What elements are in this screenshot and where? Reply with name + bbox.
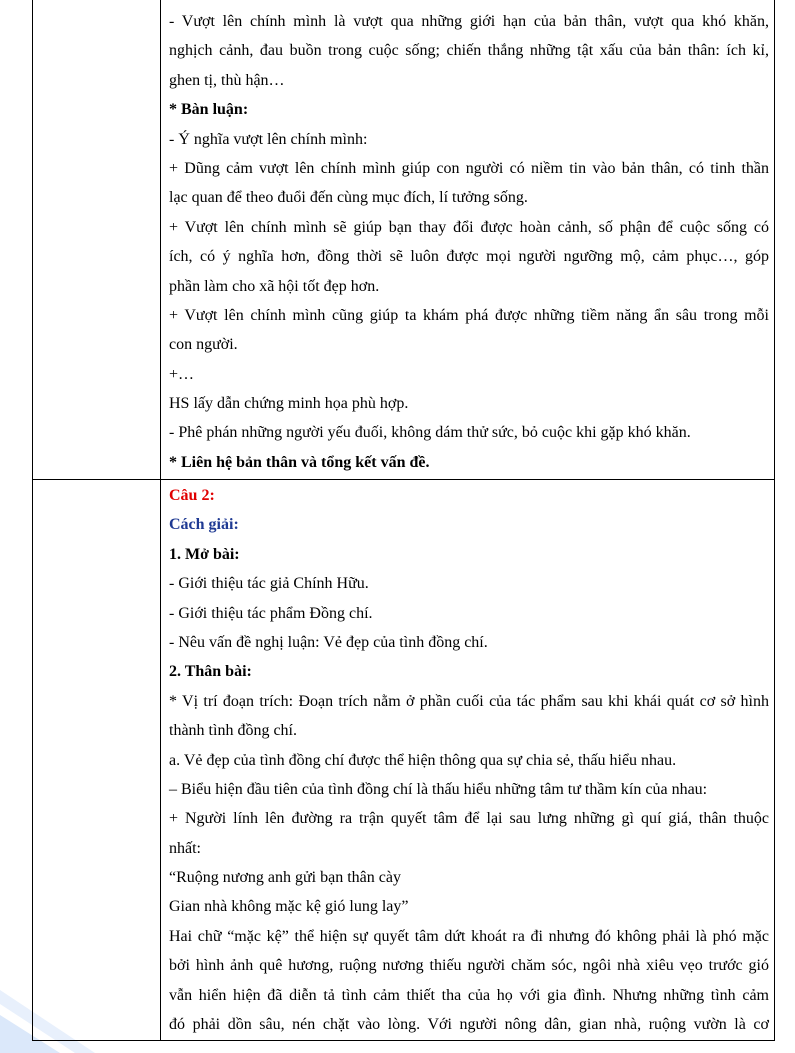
table-row [33,0,774,479]
text-line: HS lấy dẫn chứng minh họa phù hợp. [169,395,409,413]
text-line: +… [169,365,195,383]
text-line: + Người lính lên đường ra trận quyết tâm để lại sau lưng những gì quí giá, thân thuộc [169,810,769,828]
text-line: đó phải dồn sâu, nén chặt vào lòng. Với người nông dân, gian nhà, ruộng vườn là cơ [169,1016,769,1034]
text-line: - Nêu vấn đề nghị luận: Vẻ đẹp của tình đồng chí. [169,633,488,651]
text-line: thành tình đồng chí. [169,722,297,740]
table-row [33,479,774,1040]
text-line: vẫn hiển hiện đã diễn tả tình cảm thiết tha của họ với gia đình. Nhưng những tình cảm [169,986,769,1004]
text-line: Hai chữ “mặc kệ” thể hiện sự quyết tâm dứt khoát ra đi nhưng đó không phải là phó mặc [169,927,769,945]
section-heading: 1. Mở bài: [169,545,240,563]
text-line: - Giới thiệu tác giả Chính Hữu. [169,575,369,593]
text-line: a. Vẻ đẹp của tình đồng chí được thể hiện thông qua sự chia sẻ, thấu hiểu nhau. [169,751,677,769]
poem-line: “Ruộng nương anh gửi bạn thân cày [169,869,401,887]
text-line: ích, có ý nghĩa hơn, đồng thời sẽ luôn được mọi người ngưỡng mộ, cảm phục…, góp [169,248,769,266]
text-line: - Phê phán những người yếu đuối, không dám thử sức, bỏ cuộc khi gặp khó khăn. [169,424,691,442]
section-heading: 2. Thân bài: [169,663,252,681]
text-line: ghen tị, thù hận… [169,71,285,89]
method-heading: Cách giải: [169,516,239,534]
text-line: nghịch cảnh, đau buồn trong cuộc sống; chiến thắng những tật xấu của bản thân: ích kỉ, [169,42,769,60]
text-line: + Vượt lên chính mình cũng giúp ta khám phá được những tiềm năng ẩn sâu trong mỗi [169,306,769,324]
text-line: + Dũng cảm vượt lên chính mình giúp con người có niềm tin vào bản thân, có tinh thần [169,159,769,177]
text-line: – Biểu hiện đầu tiên của tình đồng chí là thấu hiểu những tâm tư thầm kín của nhau: [169,780,708,798]
text-line: - Giới thiệu tác phẩm Đồng chí. [169,604,373,622]
text-line: phần làm cho xã hội tốt đẹp hơn. [169,277,380,295]
content-cell [169,0,769,477]
content-cell [169,480,769,1039]
text-line: * Vị trí đoạn trích: Đoạn trích nằm ở phần cuối của tác phẩm sau khi khái quát cơ sở hình [169,692,769,710]
text-line: nhất: [169,839,201,857]
text-line: con người. [169,336,238,354]
text-line: - Vượt lên chính mình là vượt qua những giới hạn của bản thân, vượt qua khó khăn, [169,13,769,30]
text-line: lạc quan để theo đuổi đến cùng mục đích, lí tưởng sống. [169,189,528,207]
text-line: + Vượt lên chính mình sẽ giúp bạn thay đổi được hoàn cảnh, số phận để cuộc sống có [169,218,769,236]
text-line: - Ý nghĩa vượt lên chính mình: [169,130,368,148]
empty-left-cell [33,0,161,479]
section-heading: * Bàn luận: [169,101,249,119]
section-heading: * Liên hệ bản thân và tổng kết vấn đề. [169,453,430,471]
text-line: bởi hình ảnh quê hương, ruộng nương thiếu người chăm sóc, ngôi nhà xiêu vẹo trước gió [169,957,769,975]
poem-line: Gian nhà không mặc kệ gió lung lay” [169,898,409,916]
answer-table [32,0,775,1041]
empty-left-cell [33,480,161,1040]
question-heading: Câu 2: [169,487,215,504]
